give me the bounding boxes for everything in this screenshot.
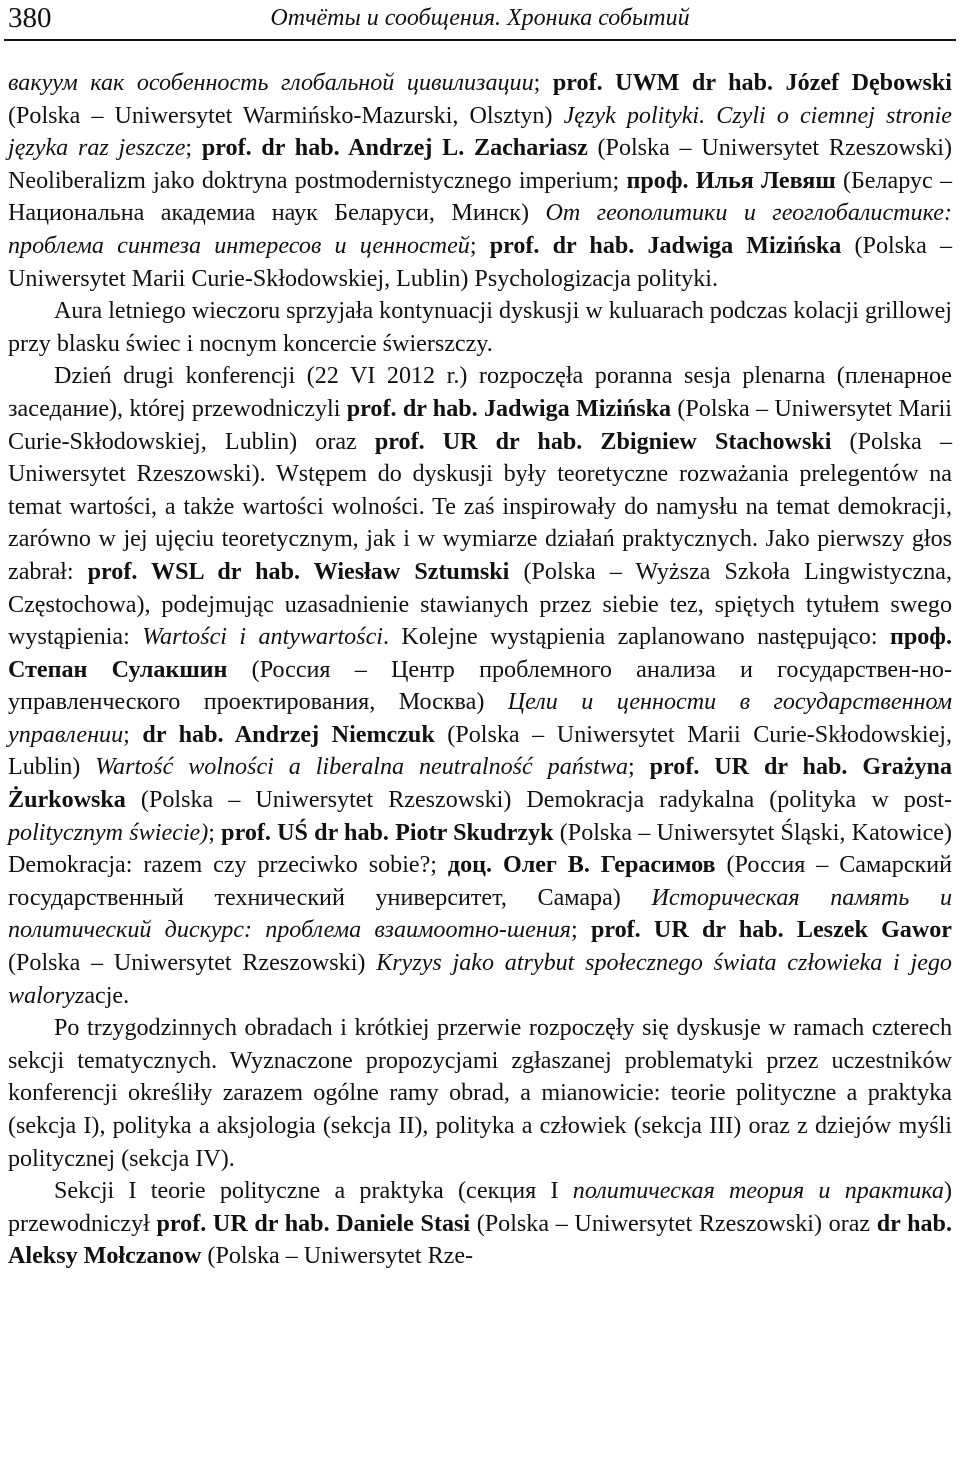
text-run: (Polska – Uniwersytet Rzeszowski) Demokracja radykalna (polityka w post- [125, 787, 952, 814]
text-run: ; [185, 135, 202, 162]
speaker-name: dr hab. Aleksy Mołczanow [8, 1210, 952, 1270]
talk-title: Wartość wolności a liberalna neutralność państwa [95, 754, 628, 781]
text-run: . Kolejne wystąpienia zaplanowano następująco: [382, 624, 890, 651]
text-run: ; [571, 917, 591, 944]
speaker-name: проф. Степан Сулакшин [8, 624, 952, 683]
speaker-name: проф. Илья Левяш [626, 167, 836, 194]
text-run: (Polska – Uniwersytet Rze- [201, 1243, 474, 1270]
speaker-name: prof. dr hab. Jadwiga Mizińska [489, 232, 842, 259]
text-run: (Polska – Uniwersytet Marii Curie-Skłodowskiej, Lublin) oraz [8, 395, 952, 455]
speaker-name: prof. dr hab. Jadwiga Mizińska [346, 395, 672, 422]
talk-title: вакуум как особенность глобальной цивилизации [8, 70, 534, 96]
paragraph [8, 360, 952, 1012]
talk-title: политическая теория и практика [572, 1178, 944, 1205]
text-run: Dzień drugi konferencji (22 VI 2012 r.) rozpoczęła poranna sesja plenarna (пленарное заседание), której przewodniczyli [8, 363, 952, 422]
text-run: (Polska – Uniwersytet Rzeszowski) [8, 950, 377, 977]
text-run: (Polska – Uniwersytet Rzeszowski) oraz [470, 1210, 877, 1237]
text-run: ; [208, 819, 222, 846]
running-title: Отчёты и сообщения. Хроника событий [270, 5, 690, 31]
text-run: (Polska – Uniwersytet Marii Curie-Skłodowskiej, Lublin) [8, 721, 953, 781]
talk-title: От геополитики и геоглобалистике: проблема синтеза интересов и ценностей [8, 200, 952, 259]
talk-title: Историческая память и политический дискурс: проблема взаимоотно-шения [8, 884, 952, 944]
text-run: Po trzygodzinnych obradach i krótkiej przerwie rozpoczęły się dyskusje w ramach czterech sekcji tematycznych. Wyznaczone propozycjami zgłaszanej problematyki przez uczestników konferencji określiły zarazem ogólne ramy obrad, a mianowicie: teorie polityczne a praktyka (sekcja I), polityka a aksjologia (sekcja II), polityka a człowiek (sekcja III) oraz z dziejów myśli politycznej (sekcja IV). [8, 1015, 952, 1172]
talk-title: Kryzys jako atrybut społecznego świata człowieka i jego waloryz [8, 950, 952, 1009]
text-run: (Россия – Центр проблемного анализа и государствен-но-управленческого проектирования, Москва) [8, 656, 953, 716]
speaker-name: prof. UŚ dr hab. Piotr Skudrzyk [221, 819, 554, 846]
text-run: Aura letniego wieczoru sprzyjała kontynuacji dyskusji w kuluarach podczas kolacji grillowej przy blasku świec i nocnym koncercie świerszczy. [8, 298, 952, 357]
text-run: ; [123, 721, 143, 748]
speaker-name: доц. Олег В. Герасимов [447, 852, 716, 879]
text-run: ; [628, 754, 650, 781]
page-number: 380 [8, 2, 52, 34]
text-run: ; [533, 70, 553, 96]
page-header [0, 0, 960, 40]
talk-title: Język polityki. Czyli o ciemnej stronie języka raz jeszcze [8, 102, 953, 162]
body-text [8, 67, 952, 1273]
speaker-name: prof. UR dr hab. Zbigniew Stachowski [374, 428, 832, 455]
paragraph [8, 1175, 952, 1273]
text-run: (Polska – Uniwersytet Śląski, Katowice) Demokracja: razem czy przeciwko sobie?; [8, 819, 953, 879]
text-run: ) przewodniczył [8, 1178, 952, 1237]
talk-title: Цели и ценности в государственном управлении [8, 689, 952, 748]
talk-title: politycznym świecie) [8, 819, 209, 846]
speaker-name: prof. UR dr hab. Leszek Gawor [590, 917, 952, 944]
text-run: acje. [84, 982, 130, 1009]
header-rule [4, 39, 956, 41]
text-run: (Россия – Самарский государственный технический университет, Самара) [8, 852, 953, 911]
text-run: Sekcji I teorie polityczne a praktyka (секция I [54, 1178, 573, 1205]
talk-title: Wartości i antywartości [142, 624, 383, 651]
text-run: (Беларус – Национальна академиа наук Беларуси, Минск) [8, 167, 953, 227]
speaker-name: dr hab. Andrzej Niemczuk [142, 721, 435, 748]
speaker-name: prof. UR dr hab. Daniele Stasi [156, 1210, 471, 1237]
text-run: (Polska – Uniwersytet Rzeszowski) Neoliberalizm jako doktryna postmodernistycznego imperium; [8, 135, 952, 194]
speaker-name: prof. UR dr hab. Grażyna Żurkowska [8, 754, 953, 814]
paragraph [8, 295, 952, 360]
paragraph [8, 67, 952, 295]
text-run: (Polska – Uniwersytet Marii Curie-Skłodowskiej, Lublin) Psychologizacja polityki. [8, 232, 953, 292]
speaker-name: prof. WSL dr hab. Wiesław Sztumski [87, 558, 510, 585]
text-run: (Polska – Wyższa Szkoła Lingwistyczna, Częstochowa), podejmując uzasadnienie stawianych przez siebie tez, spiętych tytułem swego wystąpienia: [8, 558, 952, 651]
speaker-name: prof. UWM dr hab. Józef Dębowski [552, 70, 952, 96]
text-run: ; [469, 232, 490, 259]
text-run: (Polska – Uniwersytet Rzeszowski). Wstępem do dyskusji były teoretyczne rozważania prelegentów na temat wartości, a także wartości wolności. Te zaś inspirowały do namysłu na temat demokracji, zarówno w jej ujęciu teoretycznym, jak i w wymiarze działań praktycznych. Jako pierwszy głos zabrał: [8, 428, 953, 585]
speaker-name: prof. dr hab. Andrzej L. Zachariasz [201, 135, 588, 162]
text-run: (Polska – Uniwersytet Warmińsko-Mazurski, Olsztyn) [8, 102, 564, 129]
paragraph [8, 1012, 952, 1175]
